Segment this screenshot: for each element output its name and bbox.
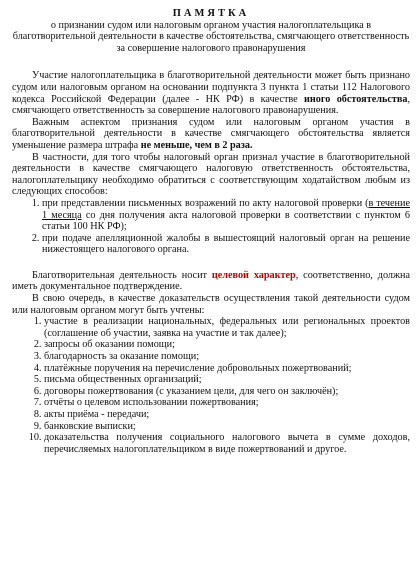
paragraph-4-highlight: целевой характер [211,269,296,281]
list-item: 1. участие в реализации национальных, федеральных или региональных проектов (соглашение об участии, заявка на участие и так далее); [44,316,410,339]
list-item-text-end: со дня получения акта налоговой проверки в соответствии с пунктом 6 статьи 100 НК РФ); [42,209,410,233]
paragraph-4 [12,270,410,293]
list-item: 5. письма общественных организаций; [44,374,410,386]
paragraph-2 [12,117,410,152]
list-item: 6. договоры пожертвования (с указанием цели, для чего он заключён); [44,386,410,398]
paragraph-1 [12,70,410,116]
list-item [42,233,410,256]
list-item-text: при подаче апелляционной жалобы в вышестоящий налоговый орган на решение нижестоящего налогового органа. [42,232,410,256]
list-item [42,198,410,233]
paragraph-1-bold: иного обстоятельства [304,93,408,105]
evidence-list [12,316,410,455]
list-item-underlined: в течение 1 месяца [42,197,410,221]
paragraph-2-text-a: Важным аспектом признания судом или налоговым органом участия в благотворительной деятельности в качестве смягчающего обстоятельства является уменьшение размера штрафа [12,116,410,151]
document-subtitle: о признании судом или налоговым органом участия налогоплательщика в благотворительной деятельности в качестве обстоятельства, смягчающего ответственность за совершение налогового правонарушения [12,19,410,54]
list-item: 3. благодарность за оказание помощи; [44,351,410,363]
paragraph-1-text-c: , смягчающего ответственность за совершение налогового правонарушения. [12,93,410,117]
paragraph-2-bold: не меньше, чем в 2 раза. [140,139,253,151]
paragraph-5: В свою очередь, в качестве доказательств осуществления такой деятельности судом или налоговым органом могут быть учтены: [12,293,410,316]
paragraph-1-text-a: Участие налогоплательщика в благотворительной деятельности может быть признано судом или налоговым органом на основании подпункта 3 пункта 1 статьи 112 Налогового кодекса Российской Федерации (далее - НК РФ) в качестве [12,70,410,105]
list-item-text: при представлении письменных возражений по акту налоговой проверки ( [42,197,369,209]
paragraph-4-text-c: , соответственно, должна иметь документальное подтверждение. [12,269,411,293]
list-item: 10. доказательства получения социального налогового вычета в сумме доходов, перечисляемых налогоплательщиком в виде пожертвований и другое. [44,432,410,455]
list-item: 2. запросы об оказании помощи; [44,339,410,351]
list-item: 8. акты приёма - передачи; [44,409,410,421]
spacer [12,256,410,270]
paragraph-4-text-a: Благотворительная деятельность носит [32,269,212,281]
list-item: 4. платёжные поручения на перечисление добровольных пожертвований; [44,363,410,375]
list-item: 7. отчёты о целевом использовании пожертвования; [44,397,410,409]
list-item: 9. банковские выписки; [44,421,410,433]
document-title: ПАМЯТКА [172,8,250,19]
paragraph-3: В частности, для того чтобы налоговый орган признал участие в благотворительной деятельности в качестве смягчающего налоговую ответственность обстоятельства, налогоплательщику необходимо обратиться с соответствующим ходатайством любым из следующих способов: [12,151,410,198]
submission-methods-list [12,198,410,256]
